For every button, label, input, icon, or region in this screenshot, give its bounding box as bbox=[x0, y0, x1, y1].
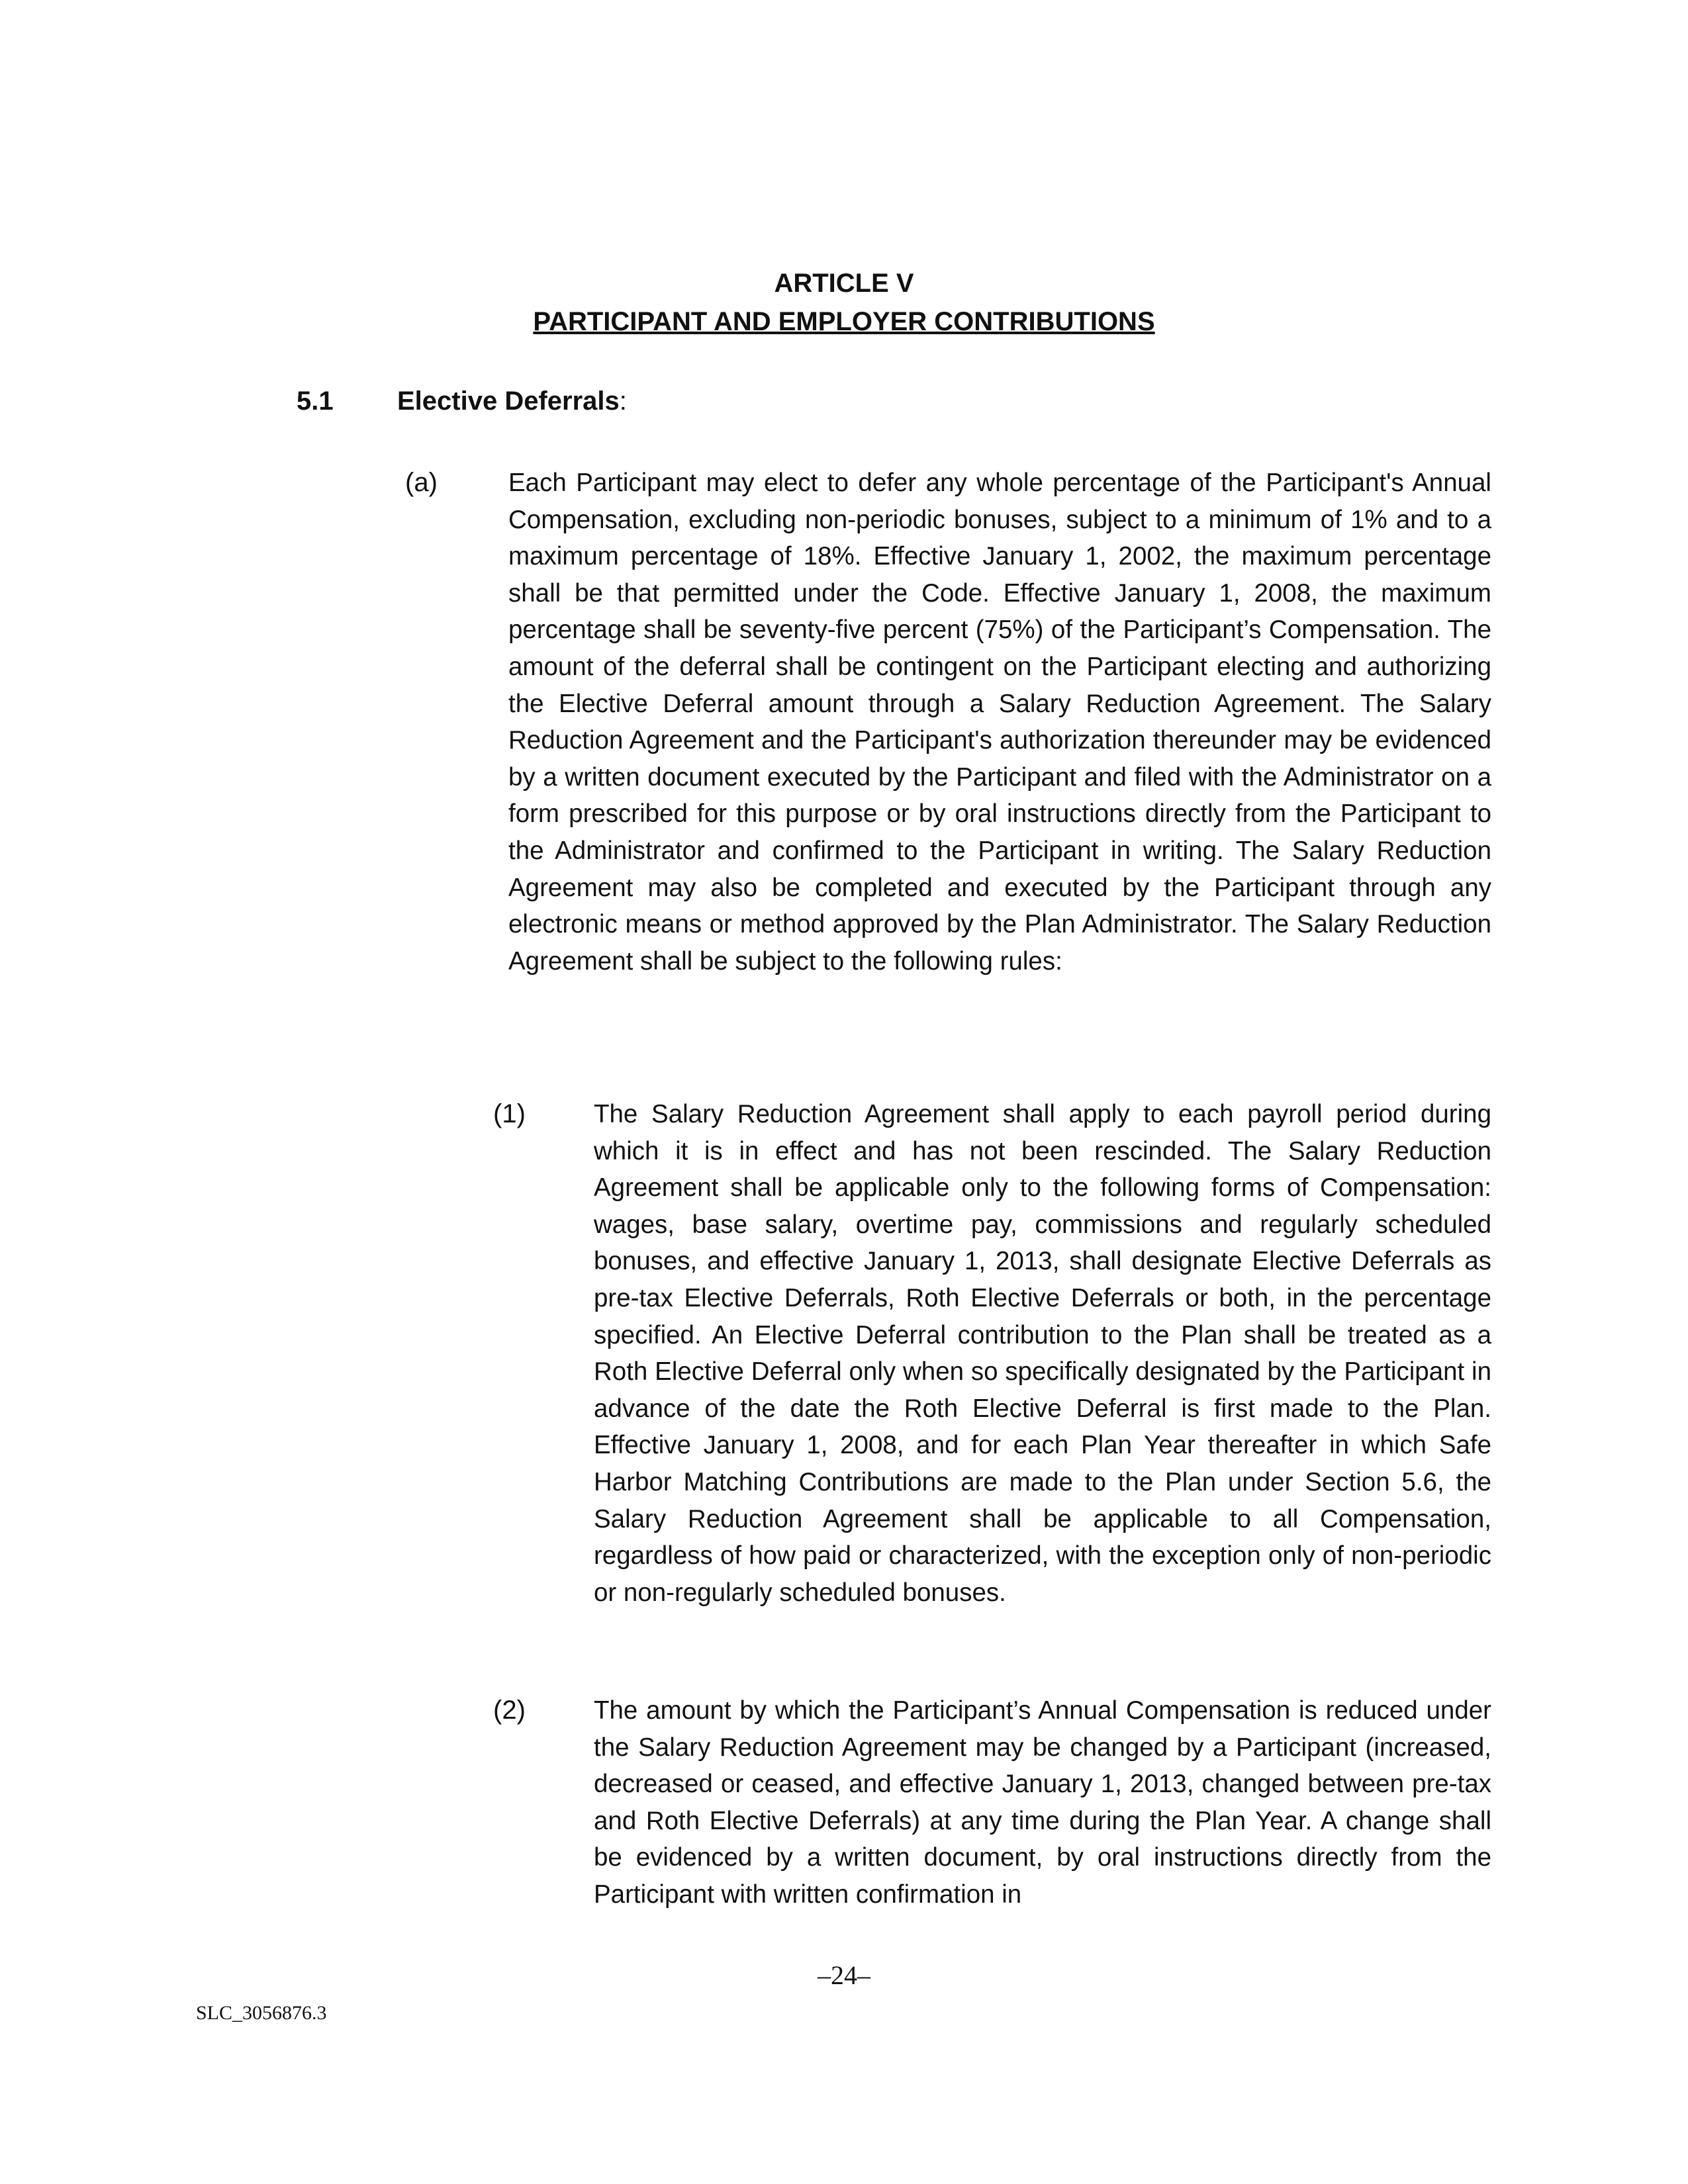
section-heading bbox=[397, 383, 627, 420]
section-title: Elective Deferrals bbox=[397, 387, 620, 416]
item-1-marker: (1) bbox=[493, 1099, 526, 1128]
document-id: SLC_3056876.3 bbox=[196, 2002, 327, 2024]
article-title: PARTICIPANT AND EMPLOYER CONTRIBUTIONS bbox=[533, 307, 1155, 336]
item-2-text: The amount by which the Participant’s Annual Compensation is reduced under the Salary Reduction Agreement may be changed by a Participant (increased, decreased or ceased, and effective January 1, 2013, changed between pre-tax and Roth Elective Deferrals) at any time during the Plan Year. A change shall be evidenced by a written document, by oral instructions directly from the Participant with written confirmation in bbox=[594, 1696, 1491, 1909]
section-title-colon: : bbox=[619, 387, 627, 416]
page-number: –24– bbox=[818, 1960, 870, 1990]
item-2-marker: (2) bbox=[493, 1696, 526, 1725]
item-1-text: The Salary Reduction Agreement shall apply to each payroll period during which it is in effect and has not been rescinded. The Salary Reduction Agreement shall be applicable only to the following forms of Compensation: wages, base salary, overtime pay, commissions and regularly scheduled bonuses, and effective January 1, 2013, shall designate Elective Deferrals as pre-tax Elective Deferrals, Roth Elective Deferrals or both, in the percentage specified. An Elective Deferral contribution to the Plan shall be treated as a Roth Elective Deferral only when so specifically designated by the Participant in advance of the date the Roth Elective Deferral is first made to the Plan. Effective January 1, 2008, and for each Plan Year thereafter in which Safe Harbor Matching Contributions are made to the Plan under Section 5.6, the Salary Reduction Agreement shall be applicable to all Compensation, regardless of how paid or characterized, with the exception only of non-periodic or non-regularly scheduled bonuses. bbox=[594, 1100, 1491, 1607]
section-number: 5.1 bbox=[297, 387, 334, 416]
subsection-a-marker: (a) bbox=[405, 468, 438, 497]
article-number: ARTICLE V bbox=[774, 269, 914, 298]
subsection-a-text: Each Participant may elect to defer any whole percentage of the Participant's Annual Compensation, excluding non-periodic bonuses, subject to a minimum of 1% and to a maximum percentage of 18%. Effective January 1, 2002, the maximum percentage shall be that permitted under the Code. Effective January 1, 2008, the maximum percentage shall be seventy-five percent (75%) of the Participant’s Compensation. The amount of the deferral shall be contingent on the Participant electing and authorizing the Elective Deferral amount through a Salary Reduction Agreement. The Salary Reduction Agreement and the Participant's authorization thereunder may be evidenced by a written document executed by the Participant and filed with the Administrator on a form prescribed for this purpose or by oral instructions directly from the Participant to the Administrator and confirmed to the Participant in writing. The Salary Reduction Agreement may also be completed and executed by the Participant through any electronic means or method approved by the Plan Administrator. The Salary Reduction Agreement shall be subject to the following rules: bbox=[508, 469, 1491, 976]
